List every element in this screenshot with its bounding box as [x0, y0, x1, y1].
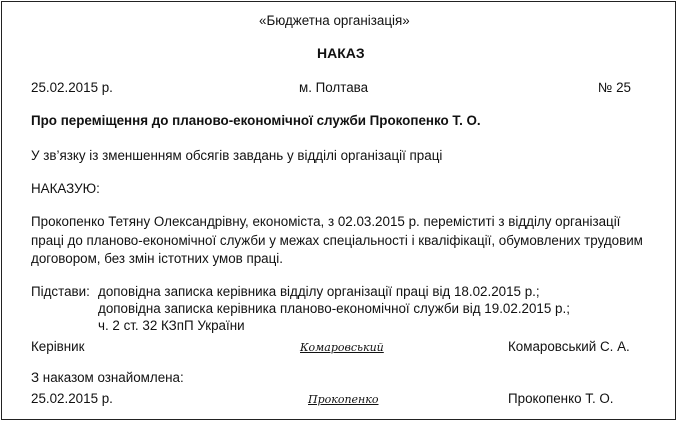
signer-role: Керівник [31, 339, 85, 354]
body-line: праці до планово-економічної служби у межах спеціальності і кваліфікації, обумовлених трудовим [31, 233, 643, 248]
handwritten-signature: Комаровський [300, 341, 384, 354]
order-preamble: У зв’язку із зменшенням обсягів завдань у відділі організації праці [31, 148, 443, 163]
body-line: Прокопенко Тетяну Олександрівну, економіста, з 02.03.2015 р. переміститі з відділу організації [31, 214, 621, 229]
document-title: НАКАЗ [317, 45, 365, 61]
acknowledgement-name: Прокопенко Т. О. [508, 391, 614, 406]
handwritten-signature: Прокопенко [308, 393, 379, 406]
grounds-item: доповідна записка керівника планово-економічної служби від 19.02.2015 р.; [98, 301, 570, 316]
signer-name: Комаровський С. А. [508, 339, 630, 354]
grounds-label: Підстави: [31, 284, 90, 299]
order-date: 25.02.2015 р. [31, 80, 113, 95]
acknowledgement-date: 25.02.2015 р. [31, 391, 113, 406]
order-directive: НАКАЗУЮ: [31, 181, 100, 196]
document-frame [1, 1, 676, 420]
order-number: № 25 [598, 80, 631, 95]
order-subject: Про переміщення до планово-економічної служби Прокопенко Т. О. [31, 113, 481, 128]
organization-name: «Бюджетна організація» [259, 13, 410, 28]
grounds-item: доповідна записка керівника відділу організації праці від 18.02.2015 р.; [98, 284, 540, 299]
acknowledgement-label: З наказом ознайомлена: [31, 370, 184, 385]
order-place: м. Полтава [299, 80, 369, 95]
body-line: договором, без змін істотних умов праці. [31, 251, 283, 266]
grounds-item: ч. 2 ст. 32 КЗпП України [98, 318, 245, 333]
